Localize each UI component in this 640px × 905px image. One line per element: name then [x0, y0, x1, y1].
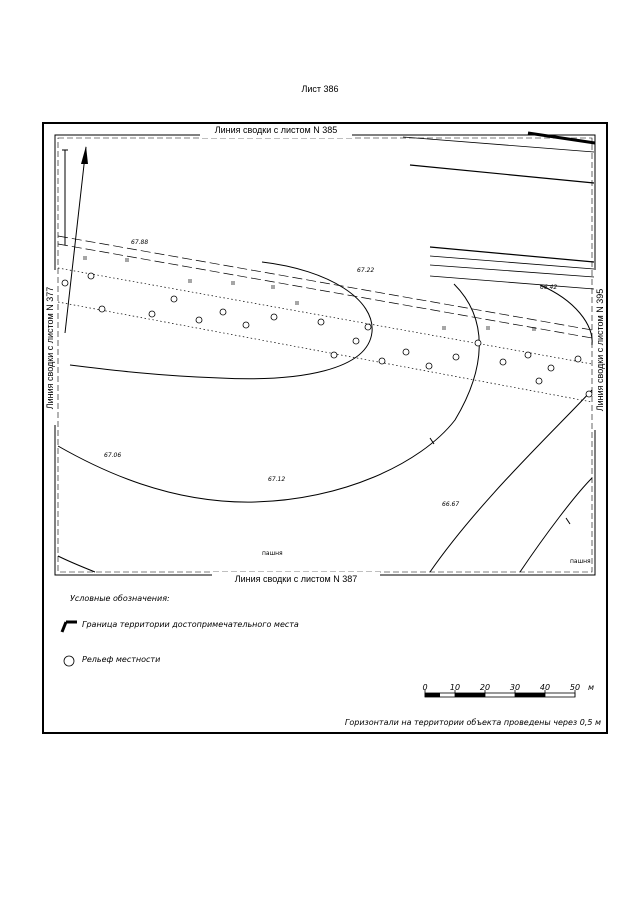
vegetation-marks — [84, 256, 535, 331]
elevation-label: 67.06 — [104, 452, 122, 459]
scale-tick-label: 10 — [449, 683, 461, 692]
map-frame — [55, 135, 595, 575]
top-match-label: Линия сводки с листом N 385 — [214, 125, 338, 135]
bottom-match-label: Линия сводки с листом N 387 — [234, 574, 358, 584]
legend-item-boundary: Граница территории достопримечательного места — [82, 620, 299, 629]
contour-interval-note: Горизонтали на территории объекта проведены через 0,5 м — [344, 718, 601, 727]
elevation-label: 67.22 — [357, 267, 375, 274]
contour-lines — [58, 262, 592, 572]
legend-title: Условные обозначения: — [70, 594, 170, 603]
left-match-label: Линия сводки с листом N 377 — [45, 286, 55, 410]
elevation-label: 66.42 — [540, 284, 558, 291]
scale-bar — [425, 690, 575, 697]
road-lines — [403, 133, 595, 289]
scale-tick-label: 30 — [509, 683, 521, 692]
scale-tick-label: 50 — [569, 683, 581, 692]
elevation-label: 67.88 — [131, 239, 149, 246]
elevation-label: 67.12 — [268, 476, 286, 483]
relief-circle-icon — [64, 656, 74, 666]
land-use-label: пашня — [570, 558, 591, 565]
dashed-boundaries — [58, 236, 592, 402]
sheet-title: Лист 386 — [301, 84, 339, 94]
scale-tick-label: 40 — [539, 683, 551, 692]
scale-tick-label: 0 — [422, 683, 428, 692]
legend-item-relief: Рельеф местности — [82, 655, 161, 664]
land-use-label: пашня — [262, 550, 283, 557]
right-match-label: Линия сводки с листом N 395 — [595, 288, 605, 412]
boundary-line-icon — [62, 622, 77, 632]
outer-frame — [43, 123, 607, 733]
scale-unit: м — [587, 683, 595, 692]
elevation-label: 66.67 — [442, 501, 460, 508]
dashed-border — [58, 138, 592, 572]
scale-tick-label: 20 — [479, 683, 491, 692]
